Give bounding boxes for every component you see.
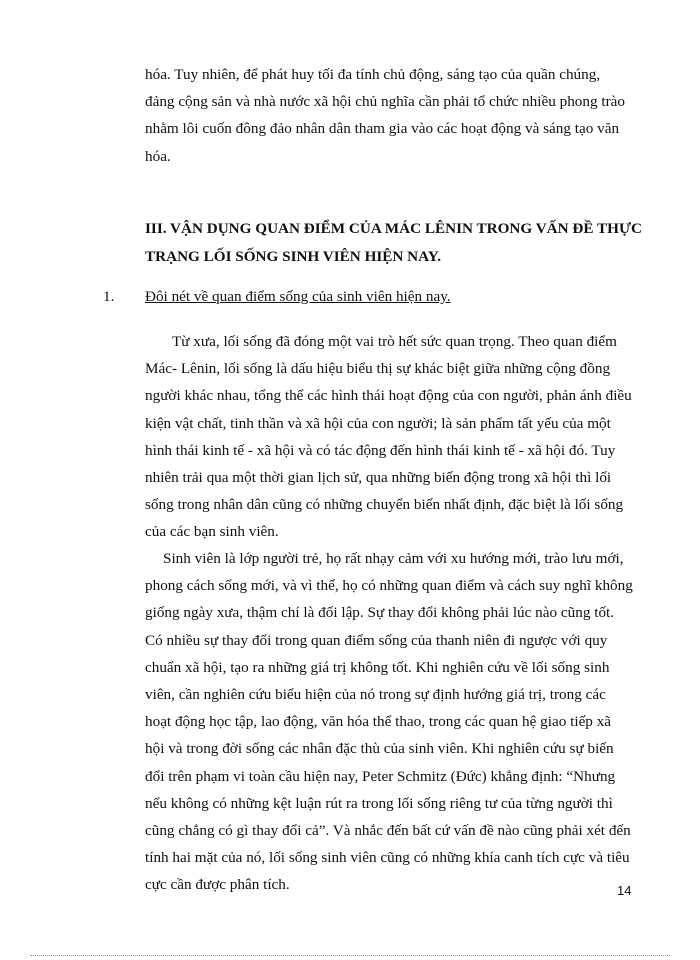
text-line: người khác nhau, tổng thể các hình thái hoạt động của con người, phản ánh điều xyxy=(145,387,632,405)
text-line: Sinh viên là lớp người trẻ, họ rất nhạy cảm với xu hướng mới, trào lưu mới, xyxy=(163,550,624,567)
paragraph-top xyxy=(145,61,637,170)
page-number: 14 xyxy=(617,883,632,898)
text-line: hóa. Tuy nhiên, để phát huy tối đa tính chủ động, sáng tạo của quần chúng, xyxy=(145,66,601,83)
text-line: cũng chẳng có gì thay đổi cả”. Và nhắc đến bất cứ vấn đề nào cũng phải xét đến xyxy=(145,822,631,840)
text-line: Có nhiều sự thay đổi trong quan điểm sống của thanh niên đi ngược với quy xyxy=(145,631,608,649)
text-line: nếu không có những kệt luận rút ra trong lối sống riêng tư của từng người thì xyxy=(145,794,613,812)
text-line: hóa. xyxy=(145,147,171,165)
text-line: cực cần được phân tích. xyxy=(145,876,290,894)
text-line: giống ngày xưa, thậm chí là đối lập. Sự thay đổi không phải lúc nào cũng tốt. xyxy=(145,604,615,622)
text-line: nhiên trải qua một thời gian lịch sử, qua những biến động trong xã hội thì lối xyxy=(145,469,612,487)
section-heading xyxy=(145,215,645,270)
subsection-title: Đôi nét về quan điểm sống của sinh viên hiện nay. xyxy=(145,288,451,305)
text-line: hình thái kinh tế - xã hội và có tác động đến hình thái kinh tế - xã hội đó. Tuy xyxy=(145,441,616,459)
text-line: đảng cộng sản và nhà nước xã hội chủ nghĩa cần phải tổ chức nhiều phong trào xyxy=(145,93,625,111)
page-bottom-divider xyxy=(30,955,670,956)
paragraph-1 xyxy=(145,328,637,546)
text-line: tính hai mặt của nó, lối sống sinh viên cũng có những khía canh tích cực và tiêu xyxy=(145,849,630,867)
text-line: hội và trong đời sống các nhân đặc thù của sinh viên. Khi nghiên cứu sự biến xyxy=(145,740,614,758)
text-line: sống trong nhân dân cũng có những chuyển biến nhất định, đặc biệt là lối sống xyxy=(145,496,624,514)
heading-line: III. VẬN DỤNG QUAN ĐIỂM CỦA MÁC LÊNIN TRONG VẤN ĐỀ THỰC xyxy=(145,220,643,237)
text-line: Mác- Lênin, lối sống là dấu hiệu biểu thị sự khác biệt giữa những cộng đồng xyxy=(145,360,611,378)
paragraph-2 xyxy=(145,545,637,899)
text-line: chuẩn xã hội, tạo ra những giá trị không tốt. Khi nghiên cứu về lối sống sinh xyxy=(145,658,610,676)
text-line: của các bạn sinh viên. xyxy=(145,523,279,541)
text-line: hoạt động học tập, lao động, văn hóa thể thao, trong các quan hệ giao tiếp xã xyxy=(145,713,612,731)
text-line: kiện vật chất, tinh thần và xã hội của con người; là sản phẩm tất yếu của một xyxy=(145,414,611,432)
heading-line: TRẠNG LỐI SỐNG SINH VIÊN HIỆN NAY. xyxy=(145,247,442,265)
text-line: nhằm lôi cuốn đông đảo nhân dân tham gia vào các hoạt động và sáng tạo văn xyxy=(145,120,620,138)
text-line: đổi trên phạm vi toàn cầu hiện nay, Peter Schmitz (Đức) khẳng định: “Nhưng xyxy=(145,767,616,785)
text-line: phong cách sống mới, và vì thế, họ có những quan điểm và cách suy nghĩ không xyxy=(145,577,633,595)
subsection-number: 1. xyxy=(103,288,115,305)
text-line: viên, cần nghiên cứu biểu hiện của nó trong sự định hướng giá trị, trong các xyxy=(145,686,606,704)
text-line: Từ xưa, lối sống đã đóng một vai trò hết sức quan trọng. Theo quan điểm xyxy=(172,333,617,350)
